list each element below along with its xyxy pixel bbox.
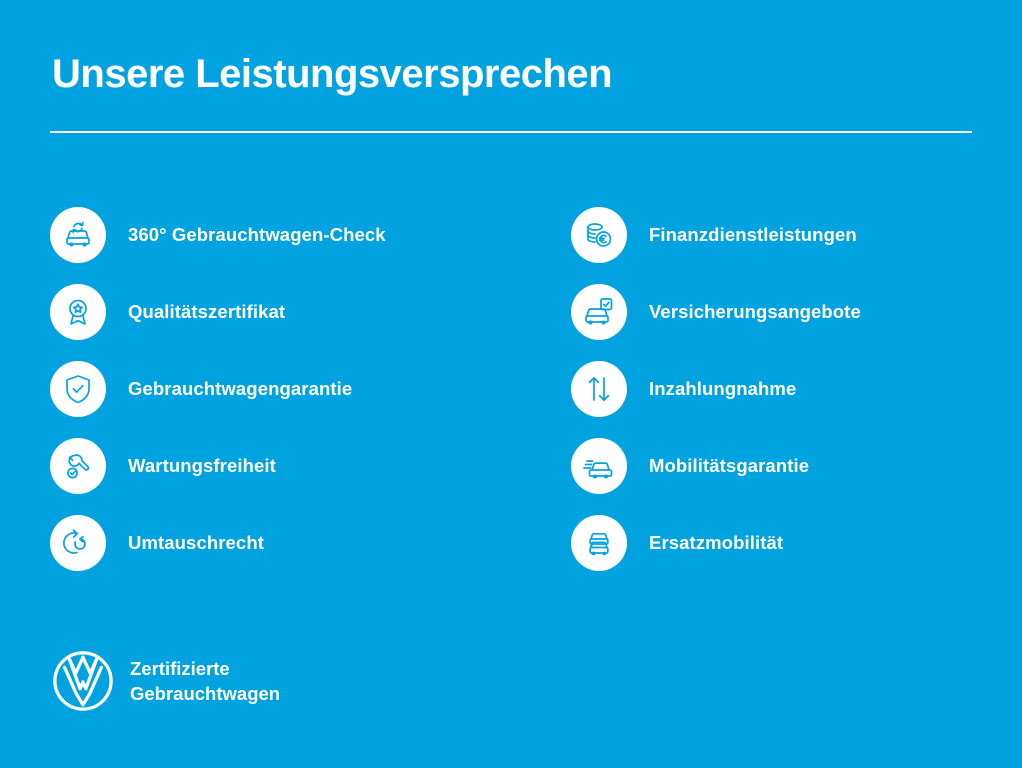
- feature-item: [50, 350, 511, 427]
- header-divider: [50, 131, 972, 133]
- feature-label: Mobilitätsgarantie: [649, 454, 810, 476]
- two-cars-icon: [571, 515, 627, 571]
- wrench-check-icon: [50, 438, 106, 494]
- feature-item: [571, 504, 1022, 581]
- feature-item: [50, 504, 511, 581]
- car-insurance-icon: [571, 284, 627, 340]
- feature-label: Wartungsfreiheit: [128, 454, 276, 476]
- up-down-arrows-icon: [571, 361, 627, 417]
- feature-label: 360° Gebrauchtwagen-Check: [128, 223, 386, 245]
- feature-label: Qualitätszertifikat: [128, 300, 286, 322]
- footer-text: [130, 656, 280, 706]
- features-column-right: [511, 196, 1022, 581]
- feature-label: Inzahlungnahme: [649, 377, 797, 399]
- feature-item: [50, 196, 511, 273]
- feature-item: [571, 427, 1022, 504]
- shield-check-icon: [50, 361, 106, 417]
- footer-line-1: Zertifizierte: [130, 658, 230, 679]
- feature-item: [571, 273, 1022, 350]
- exchange-arrows-icon: [50, 515, 106, 571]
- features-column-left: [0, 196, 511, 581]
- footer-line-2: Gebrauchtwagen: [130, 683, 281, 704]
- car-check-icon: [50, 207, 106, 263]
- car-speed-icon: [571, 438, 627, 494]
- feature-label: Umtauschrecht: [128, 531, 264, 553]
- page-title: Unsere Leistungsversprechen: [52, 52, 613, 96]
- feature-item: [571, 350, 1022, 427]
- feature-item: [571, 196, 1022, 273]
- feature-item: [50, 273, 511, 350]
- vw-logo-icon: [52, 650, 114, 712]
- features-grid: [0, 196, 1022, 581]
- quality-seal-icon: [50, 284, 106, 340]
- feature-label: Finanzdienstleistungen: [649, 223, 857, 245]
- feature-label: Versicherungsangebote: [649, 300, 861, 322]
- feature-item: [50, 427, 511, 504]
- coins-euro-icon: [571, 207, 627, 263]
- feature-label: Ersatzmobilität: [649, 531, 784, 553]
- footer-brand: [52, 650, 280, 712]
- feature-label: Gebrauchtwagengarantie: [128, 377, 353, 399]
